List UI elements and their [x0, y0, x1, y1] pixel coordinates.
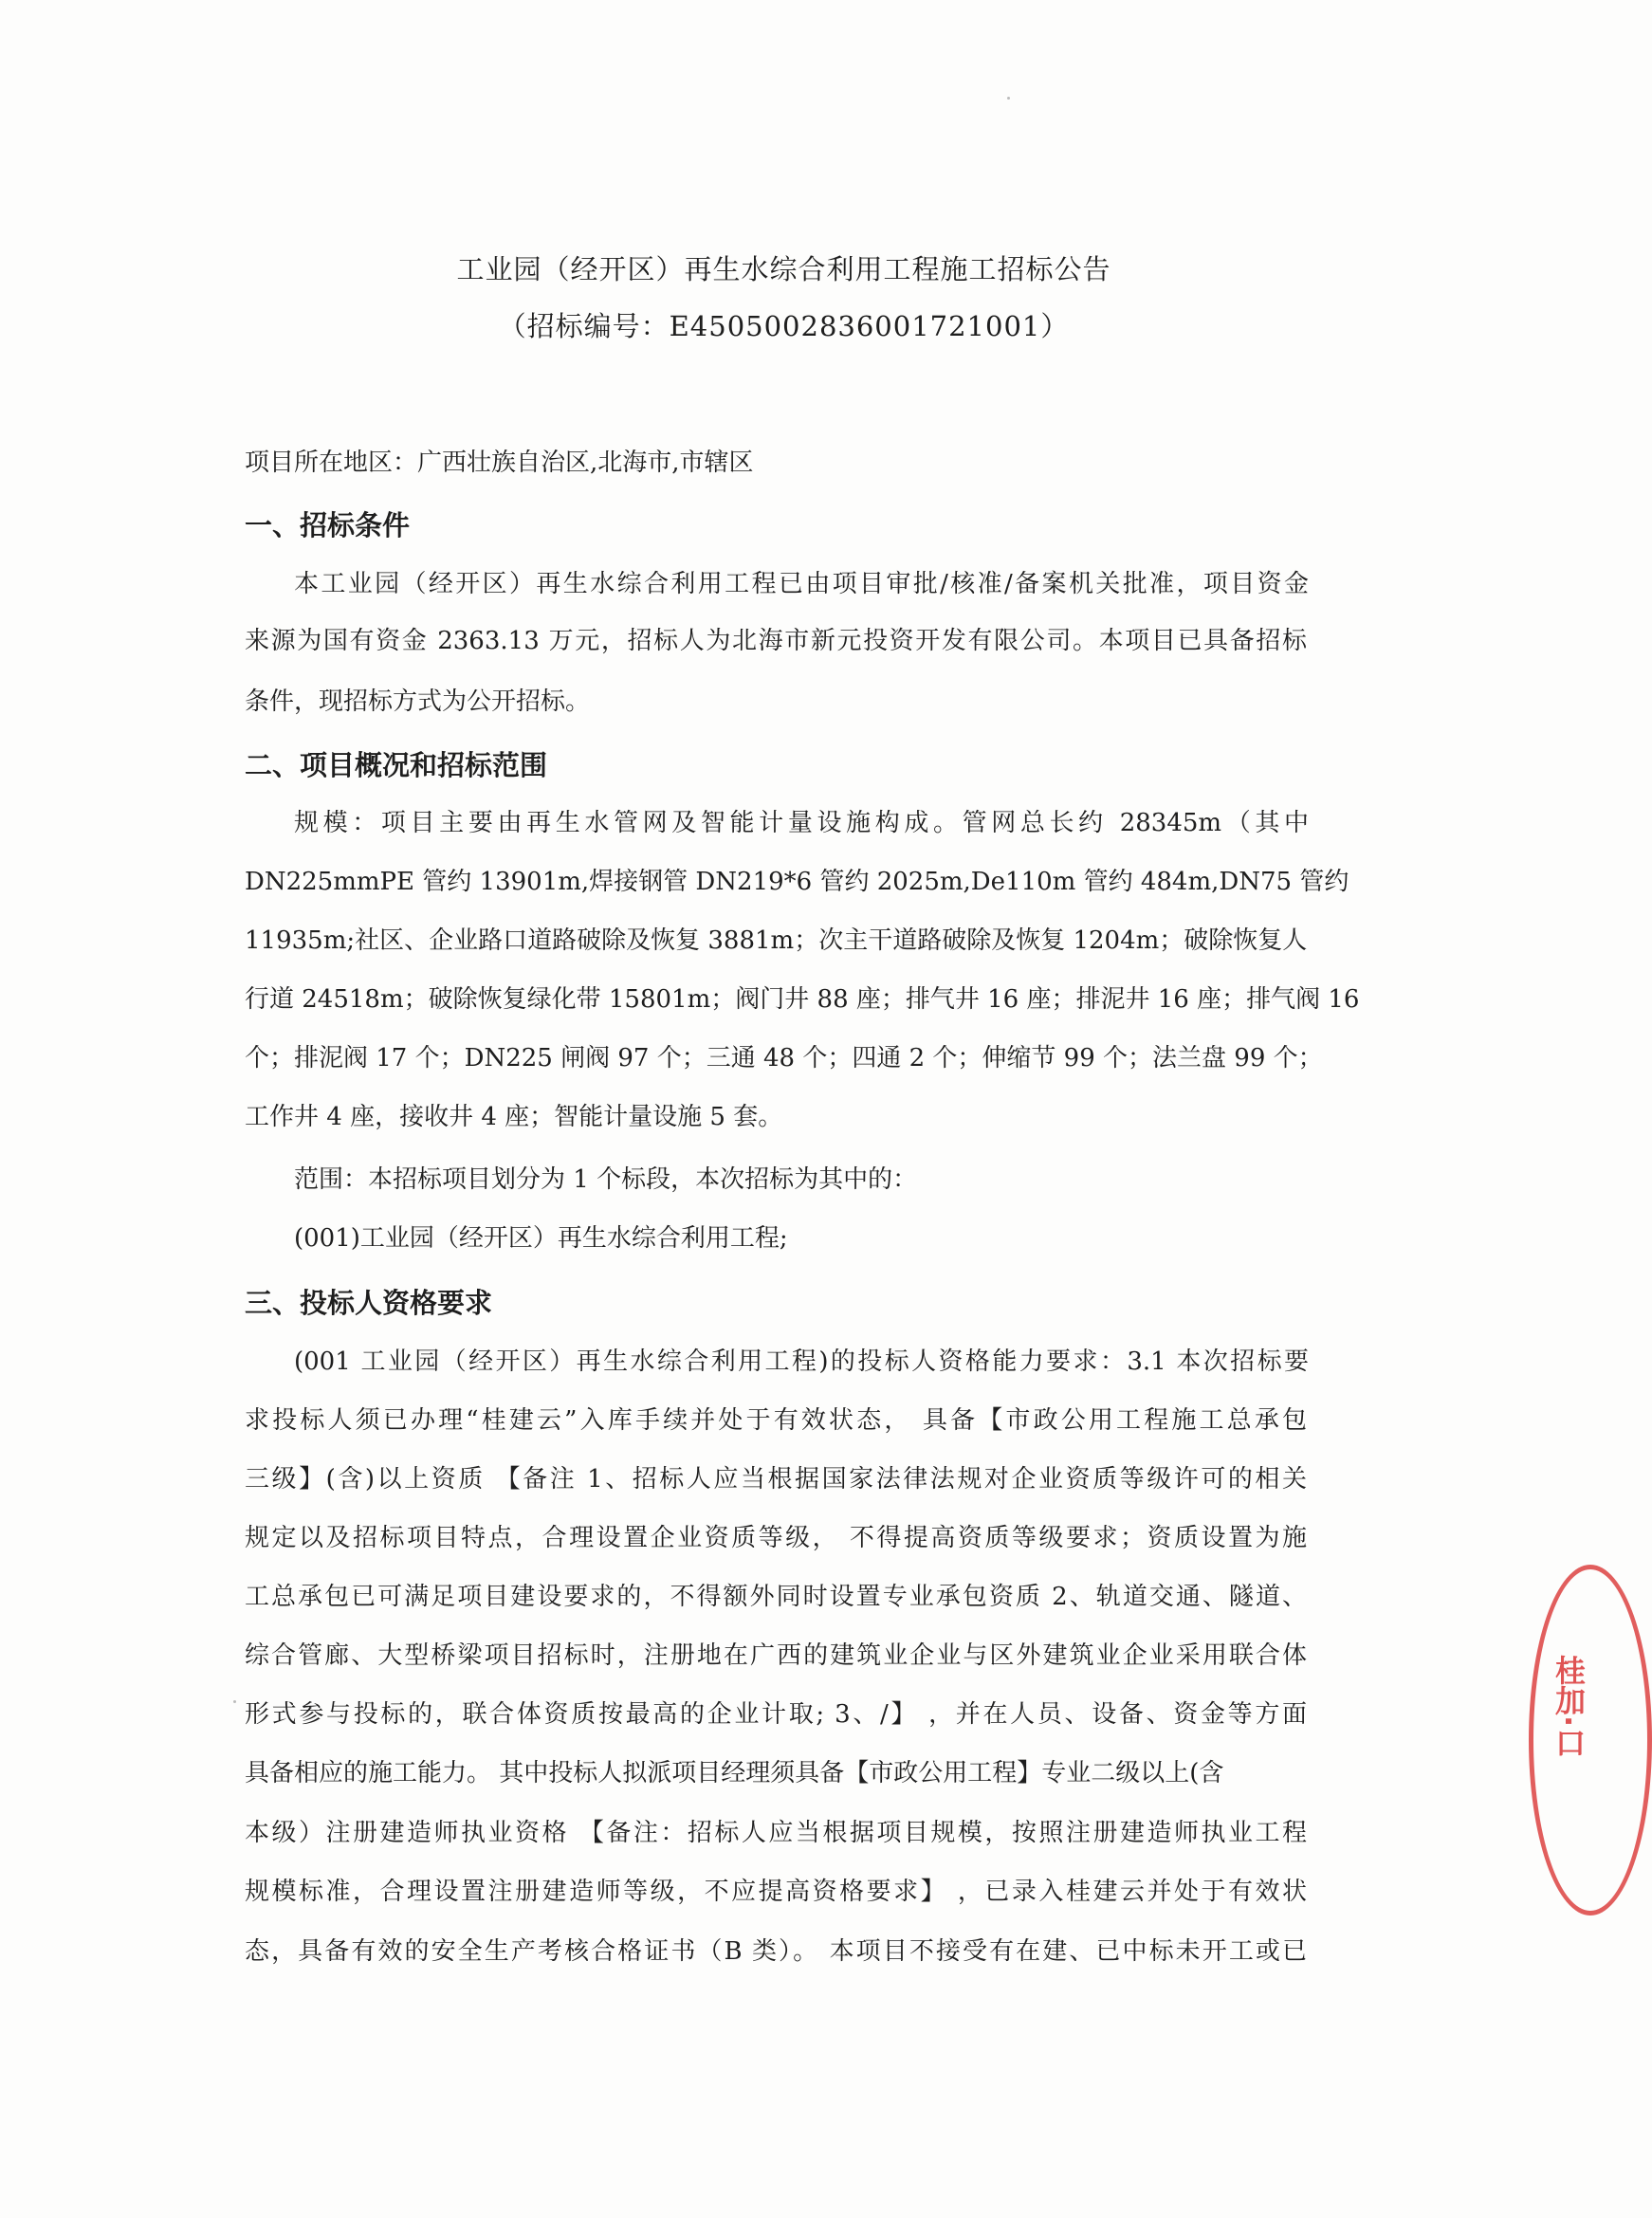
- paragraph-line: 11935m;社区、企业路口道路破除及恢复 3881m；次主干道路破除及恢复 1204m；破除恢复人: [245, 926, 1308, 955]
- paragraph-line: 个；排泥阀 17 个；DN225 闸阀 97 个；三通 48 个；四通 2 个；伸缩节 99 个；法兰盘 99 个；: [245, 1044, 1323, 1072]
- scan-speck: [233, 1700, 236, 1703]
- paragraph-line: 本工业园（经开区）再生水综合利用工程已由项目审批/核准/备案机关批准，项目资金: [294, 570, 1309, 598]
- official-seal-stamp: [1529, 1565, 1652, 1916]
- section-heading-overview: 二、项目概况和招标范围: [245, 749, 548, 781]
- paragraph-line: 本级）注册建造师执业资格 【备注：招标人应当根据项目规模，按照注册建造师执业工程: [245, 1819, 1307, 1847]
- project-location: 项目所在地区：广西壮族自治区,北海市,市辖区: [245, 449, 754, 477]
- tender-number: （招标编号：E4505002836001721001）: [498, 310, 1070, 342]
- section-heading-qualification: 三、投标人资格要求: [245, 1287, 493, 1319]
- paragraph-line: 具备相应的施工能力。 其中投标人拟派项目经理须具备【市政公用工程】专业二级以上(含: [245, 1759, 1224, 1787]
- scan-speck: [1007, 97, 1010, 100]
- paragraph-line: 来源为国有资金 2363.13 万元，招标人为北海市新元投资开发有限公司。本项目已具备招标: [245, 627, 1307, 655]
- scope-line: 范围：本招标项目划分为 1 个标段，本次招标为其中的：: [294, 1165, 918, 1194]
- paragraph-line: DN225mmPE 管约 13901m,焊接钢管 DN219*6 管约 2025m,De110m 管约 484m,DN75 管约: [245, 868, 1349, 896]
- paragraph-line: 规模：项目主要由再生水管网及智能计量设施构成。管网总长约 28345m（其中: [294, 809, 1309, 837]
- paragraph-line: 综合管廊、大型桥梁项目招标时，注册地在广西的建筑业企业与区外建筑业企业采用联合体: [245, 1641, 1307, 1670]
- paragraph-line: 规定以及招标项目特点，合理设置企业资质等级， 不得提高资质等级要求；资质设置为施: [245, 1524, 1307, 1552]
- paragraph-line: 态，具备有效的安全生产考核合格证书（B 类）。 本项目不接受有在建、已中标未开工或已: [245, 1937, 1307, 1966]
- paragraph-line: 求投标人须已办理“桂建云”入库手续并处于有效状态， 具备【市政公用工程施工总承包: [245, 1406, 1307, 1435]
- document-title: 工业园（经开区）再生水综合利用工程施工招标公告: [456, 253, 1111, 285]
- paragraph-line: 三级】(含)以上资质 【备注 1、招标人应当根据国家法律法规对企业资质等级许可的相关: [245, 1465, 1307, 1494]
- paragraph-line: 形式参与投标的，联合体资质按最高的企业计取; 3、/】 ，并在人员、设备、资金等方面: [245, 1700, 1307, 1729]
- seal-text: 桂加·口: [1551, 1655, 1587, 1758]
- paragraph-line: 工作井 4 座，接收井 4 座；智能计量设施 5 套。: [245, 1103, 783, 1131]
- paragraph-line: 行道 24518m；破除恢复绿化带 15801m；阀门井 88 座；排气井 16 座；排泥井 16 座；排气阀 16: [245, 985, 1360, 1014]
- paragraph-line: 工总承包已可满足项目建设要求的，不得额外同时设置专业承包资质 2、轨道交通、隧道、: [245, 1583, 1307, 1611]
- paragraph-line: 规模标准，合理设置注册建造师等级，不应提高资格要求】 ，已录入桂建云并处于有效状: [245, 1878, 1307, 1906]
- paragraph-line: (001 工业园（经开区）再生水综合利用工程)的投标人资格能力要求：3.1 本次招标要: [294, 1347, 1309, 1376]
- paragraph-line: 条件，现招标方式为公开招标。: [245, 687, 591, 716]
- lot-line: (001)工业园（经开区）再生水综合利用工程;: [294, 1224, 788, 1253]
- section-heading-conditions: 一、招标条件: [245, 509, 411, 541]
